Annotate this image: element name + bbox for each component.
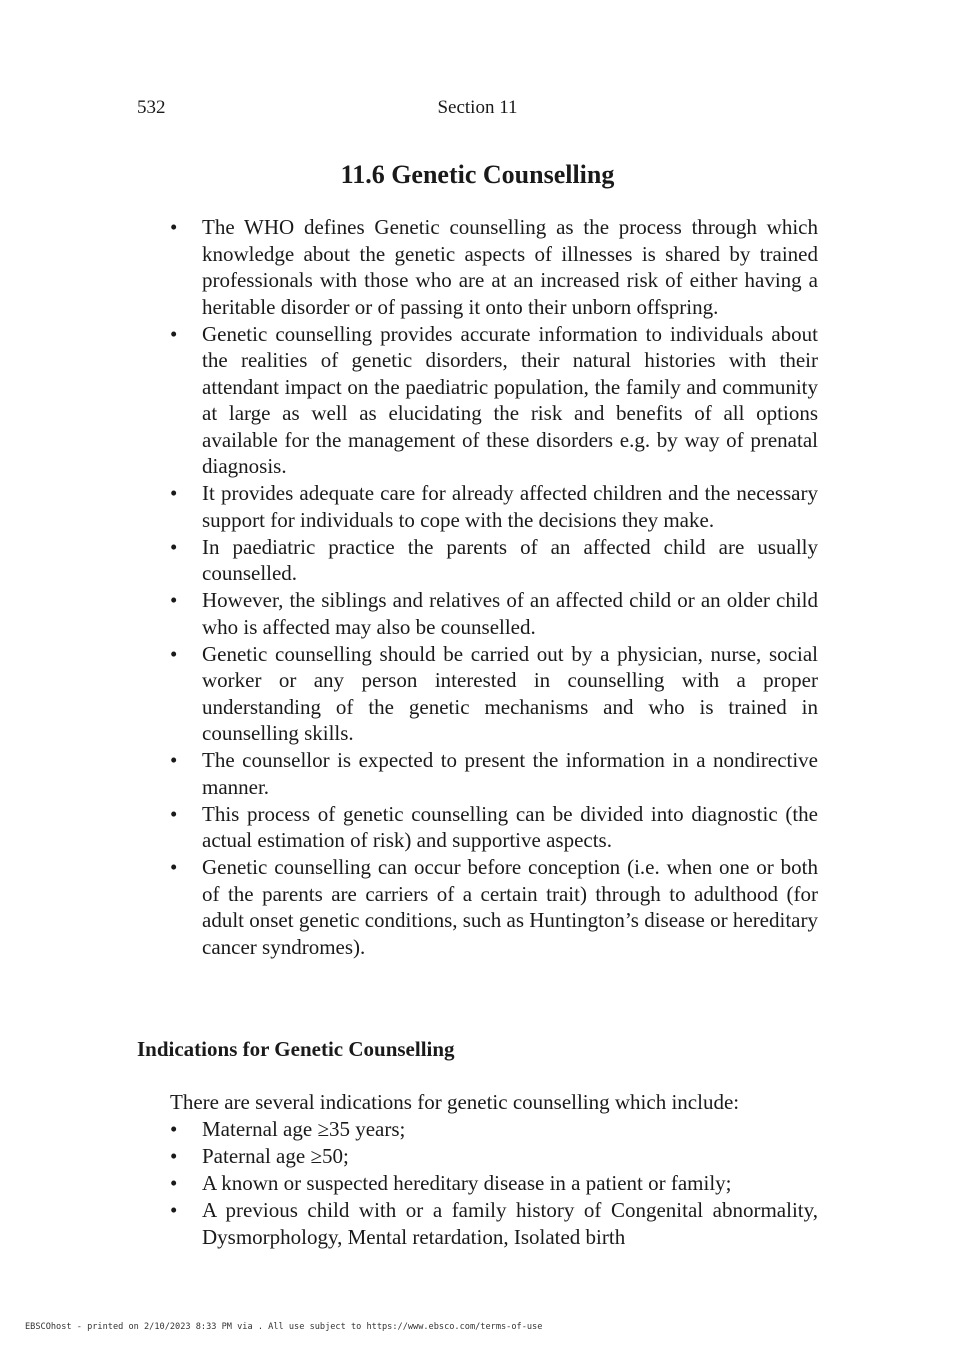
bullet-item: • However, the siblings and relatives of an affected child or an older child who is affected may also be counselled. xyxy=(170,587,818,640)
indication-item: • Maternal age ≥35 years; xyxy=(170,1116,818,1143)
indication-item: • A previous child with or a family history of Congenital abnormality, Dysmorphology, Mental retardation, Isolated birth xyxy=(170,1197,818,1250)
bullet-item: • Genetic counselling can occur before conception (i.e. when one or both of the parents are carriers of a certain trait) through to adulthood (for adult onset genetic conditions, such as Huntington’s disease or hereditary cancer syndromes). xyxy=(170,854,818,960)
bullet-item: • Genetic counselling provides accurate information to individuals about the realities of genetic disorders, their natural histories with their attendant impact on the paediatric population, the family and community at large as well as elucidating the risk and benefits of all options available for the management of these disorders e.g. by way of prenatal diagnosis. xyxy=(170,321,818,480)
indications-heading: Indications for Genetic Counselling xyxy=(137,1037,455,1061)
bullet-item: • It provides adequate care for already affected children and the necessary support for individuals to cope with the decisions they make. xyxy=(170,480,818,533)
indications-intro: There are several indications for genetic counselling which include: xyxy=(170,1090,740,1114)
indications-bullet-list xyxy=(170,1116,818,1251)
bullet-item: • The WHO defines Genetic counselling as the process through which knowledge about the genetic aspects of illnesses is shared by trained professionals with those who are at an increased risk of either having a heritable disorder or of passing it onto their unborn offspring. xyxy=(170,214,818,320)
indication-item: • A known or suspected hereditary disease in a patient or family; xyxy=(170,1170,818,1197)
genetic-counselling-bullet-list xyxy=(170,214,818,961)
section-title: 11.6 Genetic Counselling xyxy=(340,160,615,189)
bullet-item: • This process of genetic counselling can be divided into diagnostic (the actual estimation of risk) and supportive aspects. xyxy=(170,801,818,854)
bullet-item: • Genetic counselling should be carried out by a physician, nurse, social worker or any person interested in counselling with a proper understanding of the genetic mechanisms and who is trained in counselling skills. xyxy=(170,641,818,747)
print-footer: EBSCOhost - printed on 2/10/2023 8:33 PM via . All use subject to https://www.ebsco.com/terms-of-use xyxy=(25,1322,543,1332)
bullet-item: • In paediatric practice the parents of an affected child are usually counselled. xyxy=(170,534,818,587)
indication-item: • Paternal age ≥50; xyxy=(170,1143,818,1170)
page-number: 532 xyxy=(137,97,166,118)
running-head: Section 11 xyxy=(437,97,518,118)
bullet-item: • The counsellor is expected to present the information in a nondirective manner. xyxy=(170,747,818,800)
